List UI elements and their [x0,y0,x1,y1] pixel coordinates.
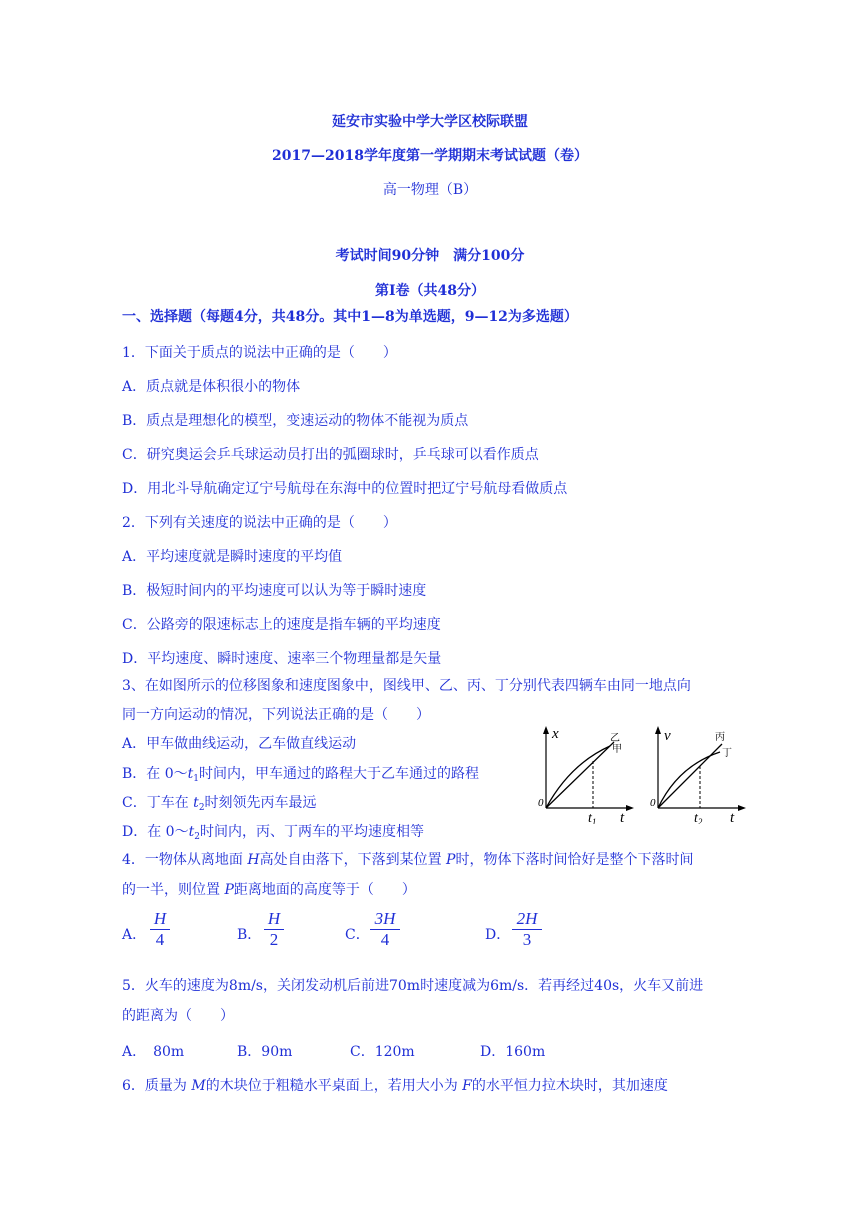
q3-stem-line1: 3、在如图所示的位移图象和速度图象中，图线甲、乙、丙、丁分别代表四辆车由同一地点向 [122,678,691,694]
q4-option-d-label: D． [485,927,511,943]
line-bing [658,744,722,808]
q2-option-d: D．平均速度、瞬时速度、速率三个物理量都是矢量 [122,651,442,667]
q2-option-b: B．极短时间内的平均速度可以认为等于瞬时速度 [122,583,427,599]
q4-stem-line1: 4．一物体从离地面 H高处自由落下，下落到某位置 P时，物体下落时间恰好是整个下落时间 [122,852,694,868]
velocity-time-graph [642,724,747,824]
graph1-x-label: t [620,810,625,824]
q3-option-c: C．丁车在 $t_2$时刻领先丙车最远 [122,795,317,813]
graph2-origin: 0 [650,797,656,809]
q2-option-a: A．平均速度就是瞬时速度的平均值 [122,549,343,565]
graph1-origin: 0 [538,797,544,809]
school-name: 延安市实验中学大学区校际联盟 [332,114,528,130]
graph2-x-label: t [730,810,735,824]
q4-stem-line2: 的一半，则位置 P距离地面的高度等于（ ） [122,882,416,898]
q5-stem-line2: 的距离为（ ） [122,1008,234,1024]
q4-option-b-fraction: H 2 [264,910,284,949]
section-heading: 一、选择题（每题4分，共48分。其中1—8为单选题，9—12为多选题） [122,309,578,325]
q1-stem: 1．下面关于质点的说法中正确的是（ ） [122,345,397,361]
graph2-tick: $t_2$ [694,811,703,824]
q1-option-a: A．质点就是体积很小的物体 [122,379,301,395]
graph1-label-jia: 甲 [612,744,622,755]
q4-option-d-fraction: 2H 3 [512,910,542,949]
time-score: 考试时间90分钟 满分100分 [335,248,525,264]
q5-option-d: D．160m [480,1044,546,1060]
q2-stem: 2．下列有关速度的说法中正确的是（ ） [122,515,397,531]
q2-option-c: C．公路旁的限速标志上的速度是指车辆的平均速度 [122,617,441,633]
q1-option-b: B．质点是理想化的模型，变速运动的物体不能视为质点 [122,413,469,429]
q1-option-c: C．研究奥运会乒乓球运动员打出的弧圈球时，乒乓球可以看作质点 [122,447,539,463]
q4-option-b-label: B． [237,927,262,943]
q3-option-d: D．在 $0\sim t_2$时间内，丙、丁两车的平均速度相等 [122,824,424,842]
graph2-y-label: v [664,728,671,744]
graph1-label-yi: 乙 [610,733,620,744]
q5-stem-line1: 5．火车的速度为8m/s，关闭发动机后前进70m时速度减为6m/s．若再经过40s，火车又前进 [122,978,704,994]
q6-stem: 6．质量为 M的木块位于粗糙水平桌面上，若用大小为 F的水平恒力拉木块时，其加速度 [122,1078,668,1094]
q4-option-a-label: A． [122,927,147,943]
q5-option-a: A． 80m [122,1044,185,1060]
q1-option-d: D．用北斗导航确定辽宁号航母在东海中的位置时把辽宁号航母看做质点 [122,481,568,497]
q5-option-c: C．120m [350,1044,415,1060]
q4-option-c-fraction: 3H 4 [370,910,400,949]
graph2-label-ding: 丁 [722,748,732,759]
q4-option-c-label: C． [345,927,370,943]
volume-title: 第Ⅰ卷（共48分） [374,283,486,299]
exam-title: 2017—2018学年度第一学期期末考试试题（卷） [272,148,588,164]
q4-option-a-fraction: H 4 [150,910,170,949]
q3-option-a: A．甲车做曲线运动，乙车做直线运动 [122,736,357,752]
q3-option-b: B．在 $0\sim t_1$时间内，甲车通过的路程大于乙车通过的路程 [122,766,480,784]
graph1-tick: $t_1$ [588,811,597,824]
line-yi [546,742,614,808]
subject-title: 高一物理（B） [382,182,478,198]
displacement-time-graph [530,724,635,824]
q3-stem-line2: 同一方向运动的情况，下列说法正确的是（ ） [122,707,430,723]
graph1-y-label: x [552,726,559,742]
graph2-label-bing: 丙 [715,732,725,743]
q5-option-b: B．90m [237,1044,293,1060]
